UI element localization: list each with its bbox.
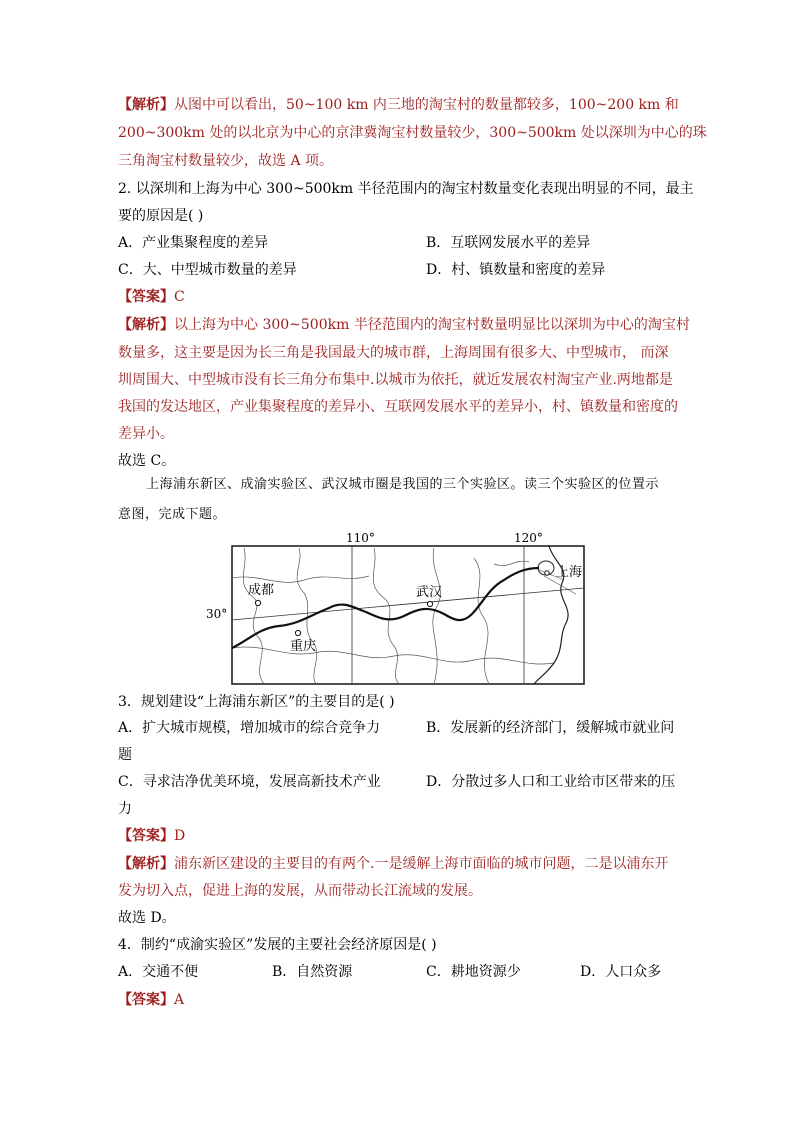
q2-conclusion: 故选 C。 — [118, 453, 176, 469]
q2-option-d: D．村、镇数量和密度的差异 — [426, 262, 606, 278]
q2-answer — [118, 287, 678, 307]
q4-option-b: B．自然资源 — [272, 964, 353, 980]
q3-analysis-text-1: 浦东新区建设的主要目的有两个.一是缓解上海市面临的城市问题，二是以浦东开 — [174, 856, 669, 872]
q2-answer-value: C — [174, 289, 185, 305]
chengdu-dot — [255, 600, 260, 605]
label-wuhan: 武汉 — [416, 585, 443, 600]
q3-option-c: C．寻求洁净优美环境，发展高新技术产业 — [118, 774, 381, 790]
q1-analysis-text-1: 从图中可以看出，50~100 km 内三地的淘宝村的数量都较多，100~200 km 和 — [174, 97, 679, 113]
q3-analysis-line-2: 发为切入点，促进上海的发展，从而带动长江流域的发展。 — [118, 883, 482, 899]
q2-option-c: C．大、中型城市数量的差异 — [118, 262, 297, 278]
q3-option-b-line1: B．发展新的经济部门，缓解城市就业问 — [426, 720, 675, 736]
label-shanghai: 上海 — [556, 565, 583, 580]
q1-analysis-tag: 【解析】 — [118, 97, 174, 113]
intro-line-2: 意图，完成下题。 — [118, 507, 227, 522]
q3-option-d-line1: D．分散过多人口和工业给市区带来的压 — [426, 774, 676, 790]
lon-label-110: 110° — [346, 531, 375, 545]
q2-analysis-line-1 — [118, 315, 690, 335]
q3-answer-tag: 【答案】 — [118, 828, 174, 844]
q3-option-b-line2: 题 — [118, 747, 132, 763]
q2-analysis-line-4: 我国的发达地区，产业集聚程度的差异小、互联网发展水平的差异小，村、镇数量和密度的 — [118, 399, 678, 415]
q2-stem-line-1: 2. 以深圳和上海为中心 300~500km 半径范围内的淘宝村数量变化表现出明显的不同，最主 — [118, 181, 694, 197]
q3-analysis-tag: 【解析】 — [118, 856, 174, 872]
label-chongqing: 重庆 — [290, 639, 317, 654]
q4-answer-tag: 【答案】 — [118, 992, 174, 1008]
q4-answer — [118, 990, 678, 1010]
q4-answer-value: A — [174, 992, 185, 1008]
shanghai-dot — [545, 571, 549, 575]
q2-option-b: B．互联网发展水平的差异 — [426, 235, 591, 251]
wuhan-dot — [427, 601, 432, 606]
q2-answer-tag: 【答案】 — [118, 289, 174, 305]
q3-answer-value: D — [174, 828, 186, 844]
q2-option-a: A．产业集聚程度的差异 — [118, 235, 269, 251]
lat-label-30: 30° — [206, 607, 228, 621]
q2-analysis-line-3: 圳周围大、中型城市没有长三角分布集中.以城市为依托，就近发展农村淘宝产业.两地都是 — [118, 372, 673, 388]
q3-answer — [118, 826, 678, 846]
chongqing-dot — [295, 630, 300, 635]
q1-analysis-line-3: 三角淘宝村数量较少，故选 A 项。 — [118, 153, 334, 169]
q2-analysis-line-5: 差异小。 — [118, 426, 174, 442]
q2-analysis-text-1: 以上海为中心 300~500km 半径范围内的淘宝村数量明显比以深圳为中心的淘宝村 — [174, 317, 690, 333]
q3-conclusion: 故选 D。 — [118, 910, 176, 926]
q3-stem: 3．规划建设“上海浦东新区”的主要目的是( ) — [118, 694, 395, 710]
q4-stem: 4．制约“成渝实验区”发展的主要社会经济原因是( ) — [118, 937, 437, 953]
q3-option-d-line2: 力 — [118, 801, 132, 817]
q2-stem-line-2: 要的原因是( ) — [118, 208, 204, 224]
q3-option-a: A．扩大城市规模，增加城市的综合竞争力 — [118, 720, 381, 736]
intro-line-1: 上海浦东新区、成渝实验区、武汉城市圈是我国的三个实验区。读三个实验区的位置示 — [146, 477, 660, 492]
lon-label-120: 120° — [514, 531, 543, 545]
label-chengdu: 成都 — [248, 583, 275, 598]
q4-option-d: D．人口众多 — [580, 964, 662, 980]
location-map — [204, 528, 592, 688]
q3-analysis-line-1 — [118, 854, 678, 874]
q2-analysis-tag: 【解析】 — [118, 317, 174, 333]
q1-analysis-line-1 — [118, 95, 678, 115]
q4-option-c: C．耕地资源少 — [426, 964, 521, 980]
q4-option-a: A．交通不便 — [118, 964, 199, 980]
q1-analysis-line-2: 200~300km 处的以北京为中心的京津冀淘宝村数量较少，300~500km 处以深圳为中心的珠 — [118, 125, 707, 141]
q2-analysis-line-2: 数量多，这主要是因为长三角是我国最大的城市群，上海周围有很多大、中型城市， 而深 — [118, 345, 669, 361]
